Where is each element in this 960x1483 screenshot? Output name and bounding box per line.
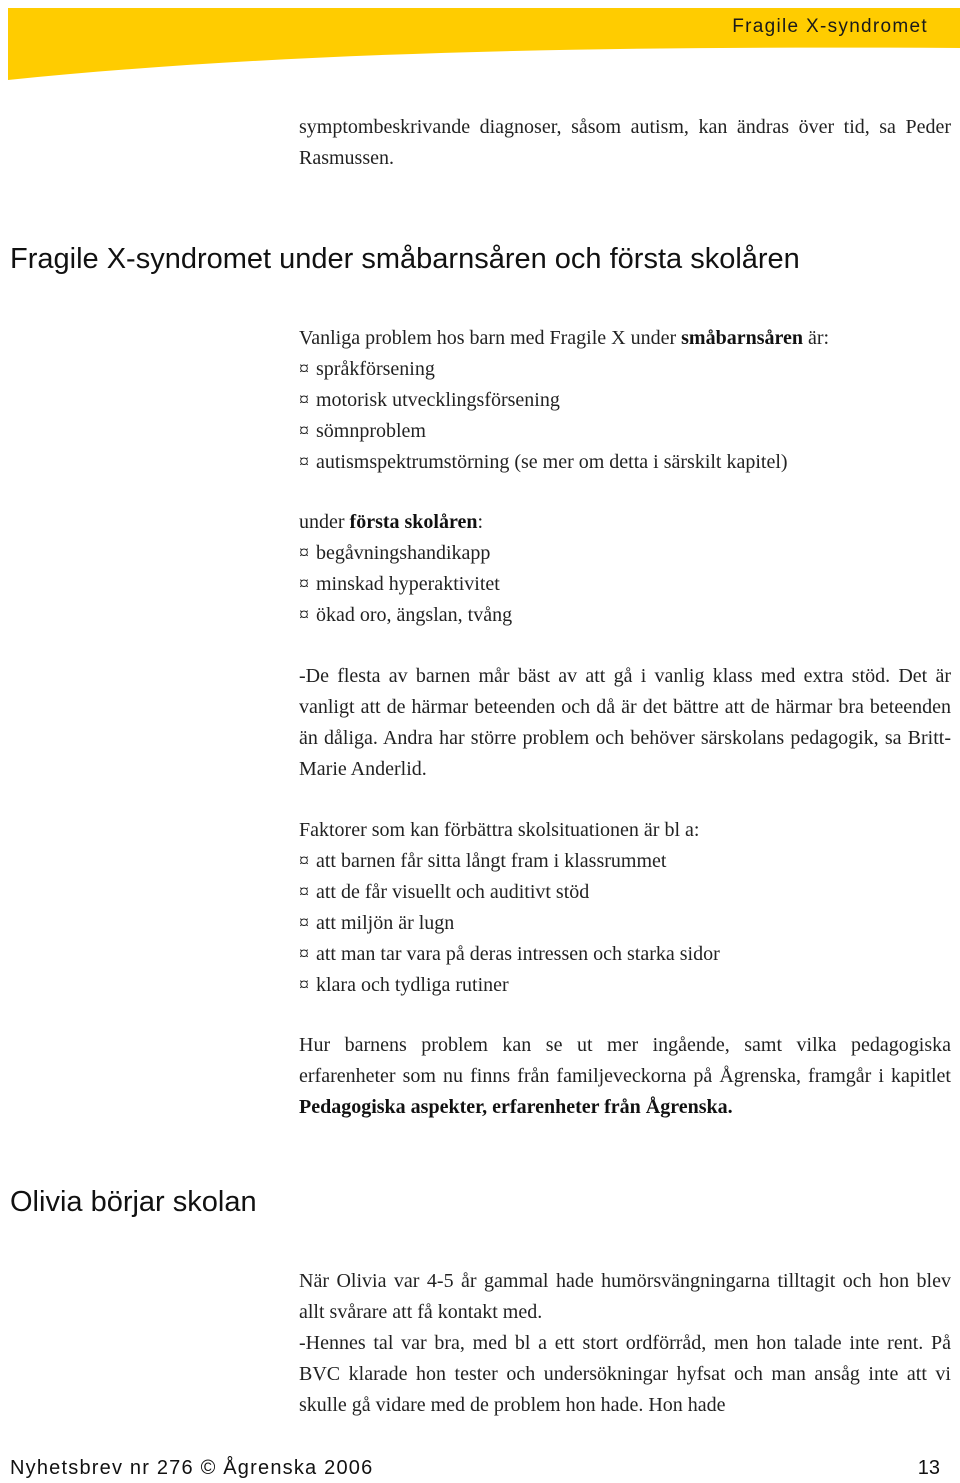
bullet-icon: ¤ [299,420,309,442]
olivia-block [299,1266,951,1421]
list-item: ¤ att miljön är lugn [299,908,951,939]
header-band [0,0,960,90]
list-item: ¤ att barnen får sitta långt fram i klassrummet [299,846,951,877]
list-item: ¤ att de får visuellt och auditivt stöd [299,877,951,908]
bullet-icon: ¤ [299,573,309,595]
bullet-icon: ¤ [299,542,309,564]
list-item: ¤ autismspektrumstörning (se mer om detta i särskilt kapitel) [299,447,951,478]
closing-paragraph [299,1030,951,1123]
bullet-icon: ¤ [299,358,309,380]
list-item: ¤ begåvningshandikapp [299,538,951,569]
intro-paragraph [299,112,951,174]
page-number: 13 [917,1457,940,1479]
section-heading-small-children: Fragile X-syndromet under småbarnsåren och första skolåren [10,243,800,275]
bullet-icon: ¤ [299,912,309,934]
bullet-icon: ¤ [299,604,309,626]
running-title: Fragile X-syndromet [732,16,928,37]
list-item: ¤ ökad oro, ängslan, tvång [299,600,951,631]
list-item: ¤ klara och tydliga rutiner [299,970,951,1001]
list-item: ¤ att man tar vara på deras intressen och starka sidor [299,939,951,970]
list-item: ¤ språkförsening [299,354,951,385]
intro-text: symptombeskrivande diagnoser, såsom autism, kan ändras över tid, sa Peder Rasmussen. [299,116,951,169]
bullet-icon: ¤ [299,881,309,903]
factors-lead: Faktorer som kan förbättra skolsituationen är bl a: [299,819,700,841]
bullet-icon: ¤ [299,974,309,996]
first-school-block [299,507,951,631]
small-children-lead: Vanliga problem hos barn med Fragile X under småbarnsåren är: [299,327,830,349]
header-swoosh [0,0,960,90]
closing-text: Hur barnens problem kan se ut mer ingående, samt vilka pedagogiska erfarenheter som nu finns från familjeveckorna på Ågrenska, framgår i kapitlet Pedagogiska aspekter, erfarenheter från Ågrenska. [299,1034,951,1118]
page-footer [10,1457,940,1483]
quote-text: -De flesta av barnen mår bäst av att gå i vanlig klass med extra stöd. Det är vanligt att de härmar beteenden och då är det bättre att de härmar bra beteenden än dåliga. Andra har större problem och behöver särskolans pedagogik, sa Britt-Marie Anderlid. [299,665,951,780]
list-item: ¤ sömnproblem [299,416,951,447]
bullet-icon: ¤ [299,943,309,965]
olivia-paragraph-1: När Olivia var 4-5 år gammal hade humörsvängningarna tilltagit och hon blev allt svårare att få kontakt med. [299,1270,951,1323]
bullet-icon: ¤ [299,389,309,411]
footer-publication: Nyhetsbrev nr 276 © Ågrenska 2006 [10,1457,374,1479]
small-children-block [299,323,951,478]
chapter-reference: Pedagogiska aspekter, erfarenheter från Ågrenska. [299,1096,733,1118]
list-item: ¤ motorisk utvecklingsförsening [299,385,951,416]
olivia-paragraph-2: -Hennes tal var bra, med bl a ett stort ordförråd, men hon talade inte rent. På BVC klarade hon tester och undersökningar hyfsat och man ansåg inte att vi skulle gå vidare med de problem hon hade. Hon hade [299,1332,951,1416]
bullet-icon: ¤ [299,451,309,473]
first-school-lead: under första skolåren: [299,511,484,533]
list-item: ¤ minskad hyperaktivitet [299,569,951,600]
section-heading-olivia: Olivia börjar skolan [10,1186,257,1218]
factors-block [299,815,951,1001]
bullet-icon: ¤ [299,850,309,872]
quote-paragraph [299,661,951,785]
